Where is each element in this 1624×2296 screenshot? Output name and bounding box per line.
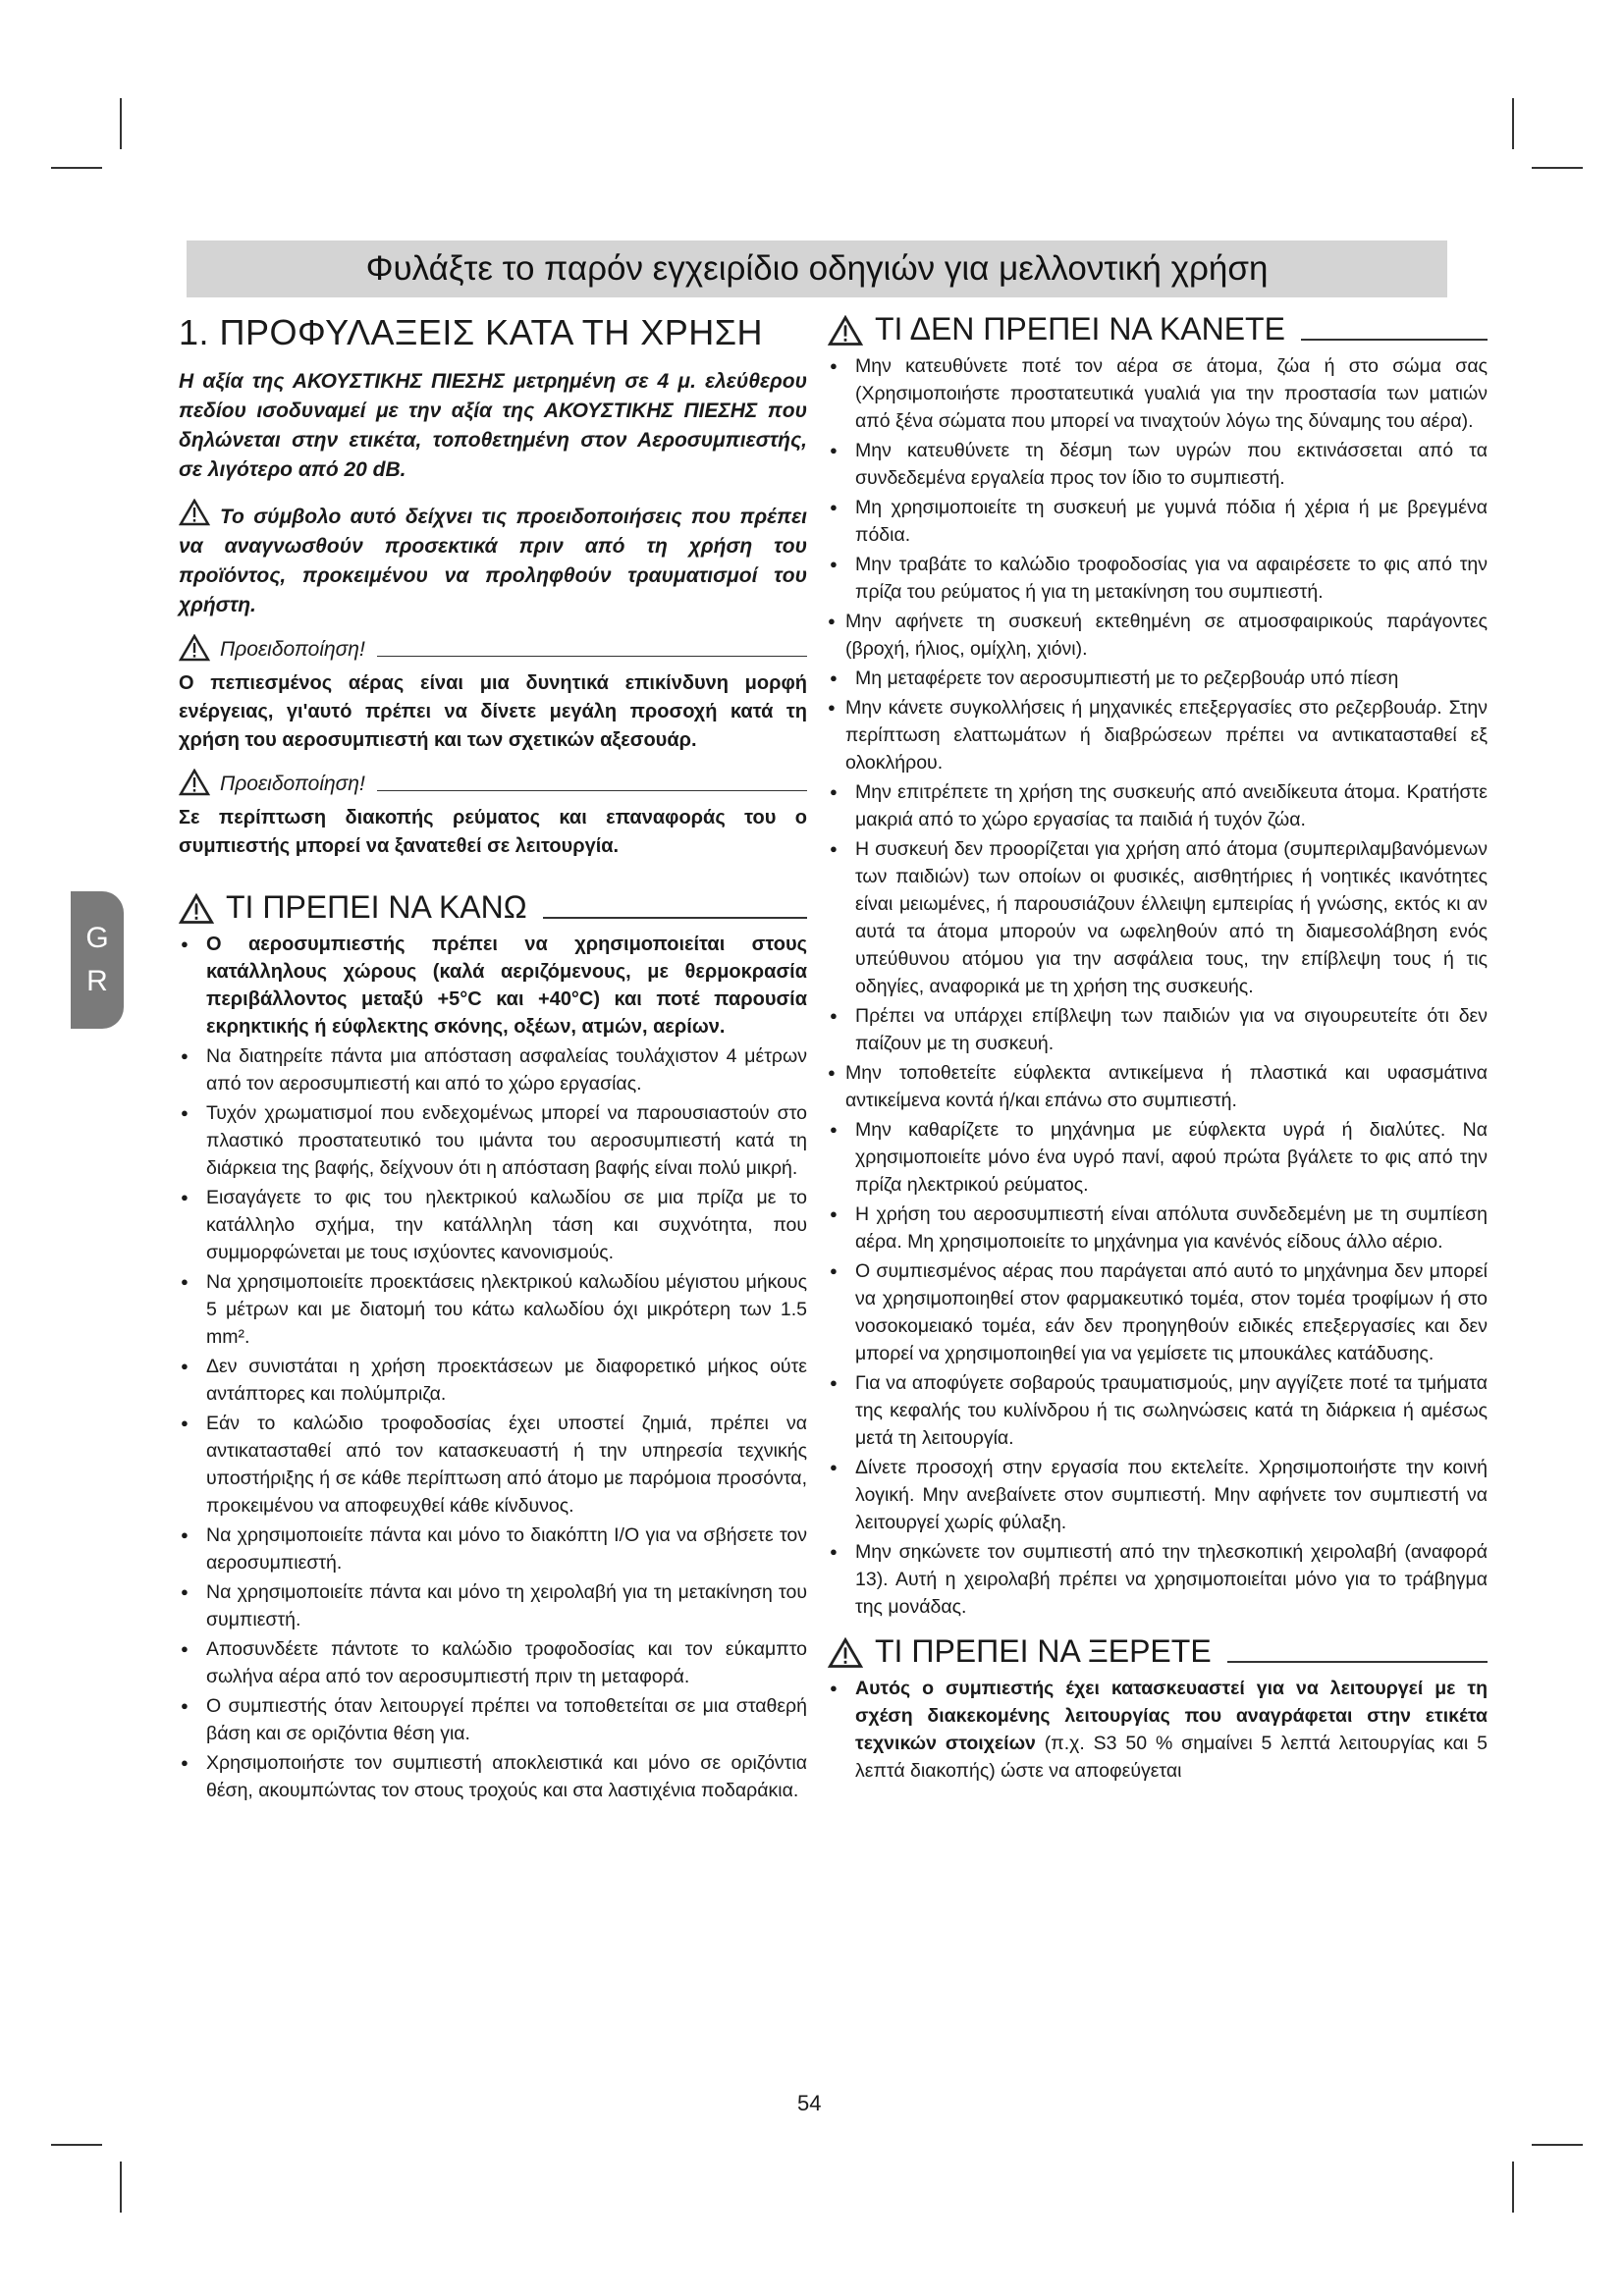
dont-title: ΤΙ ΔΕΝ ΠΡΕΠΕΙ ΝΑ ΚΑΝΕΤΕ [875, 311, 1285, 347]
list-item: ● Μην κατευθύνετε τη δέσμη των υγρών που εκτινάσσεται από τα συνδεδεμένα εργαλεία προς τον ίδιο το συμπιεστή. [828, 437, 1488, 492]
list-item: ● Δίνετε προσοχή στην εργασία που εκτελείτε. Χρησιμοποιήστε την κοινή λογική. Μην ανεβαίνετε στον συμπιεστή. Μην αφήνετε τον συμπιεστή να λειτουργεί χωρίς φύλαξη. [828, 1454, 1488, 1536]
warning-triangle-icon [179, 893, 214, 925]
left-column [179, 312, 807, 1814]
crop-mark [120, 98, 122, 149]
warning-label: Προειδοποίηση! [220, 773, 365, 795]
page-number: 54 [797, 2091, 822, 2115]
list-item: ● Να χρησιμοποιείτε πάντα και μόνο το διακόπτη I/O για να σβήσετε τον αεροσυμπιεστή. [179, 1522, 807, 1576]
crop-mark [51, 2144, 102, 2146]
page-banner: Φυλάξτε το παρόν εγχειρίδιο οδηγιών για μελλοντική χρήση [187, 240, 1447, 297]
list-item: ● Ο συμπιεστής όταν λειτουργεί πρέπει να τοποθετείται σε μια σταθερή βάση και σε οριζόντια θέση για. [179, 1692, 807, 1747]
warning-heading [179, 769, 807, 796]
list-item: ● Μην τοποθετείτε εύφλεκτα αντικείμενα ή πλαστικά και υφασμάτινα αντικείμενα κοντά ή/και επάνω στο συμπιεστή. [828, 1059, 1488, 1114]
warning-triangle-icon [179, 499, 210, 526]
list-item [828, 1675, 1488, 1785]
list-item: ● Χρησιμοποιήστε τον συμπιεστή αποκλειστικά και μόνο σε οριζόντια θέση, ακουμπώντας τον στους τροχούς και στα λαστιχένια ποδαράκια. [179, 1749, 807, 1804]
language-tab [71, 891, 124, 1029]
crop-mark [1512, 98, 1514, 149]
list-item: ● Η συσκευή δεν προορίζεται για χρήση από άτομα (συμπεριλαμβανόμενων των παιδιών) των οποίων οι φυσικές, αισθητήριες ή νοητικές ικανότητες είναι μειωμένες, ή παρουσιάζουν έλλειψη εμπειρίας ή γνώσης, εκτός κι αν αυτά τα άτομα μπορούν να ωφεληθούν από τη διαμεσολάβηση ενός υπεύθυνου ατόμου για την ασφάλεια τους, την επίβλεψη τους ή τις οδηγίες, αναφορικά με τη χρήση της συσκευής. [828, 835, 1488, 1000]
list-item: ● Για να αποφύγετε σοβαρούς τραυματισμούς, μην αγγίζετε ποτέ τα τμήματα της κεφαλής του κυλίνδρου ή τις σωληνώσεις κατά τη διάρκεια ή αμέσως μετά τη λειτουργία. [828, 1369, 1488, 1452]
symbol-note [179, 499, 807, 620]
list-item: ● Ο συμπιεσμένος αέρας που παράγεται από αυτό το μηχάνημα δεν μπορεί να χρησιμοποιηθεί στον φαρμακευτικό τομέα, στον τομέα τροφίμων ή στο νοσοκομειακό τομέα, εάν δεν προηγηθούν ειδικές επεξεργασίες και δεν μπορεί να χρησιμοποιηθεί για να γεμίσετε τις μπουκάλες κατάδυσης. [828, 1257, 1488, 1367]
list-item: ● Μην αφήνετε τη συσκευή εκτεθημένη σε ατμοσφαιρικούς παράγοντες (βροχή, ήλιος, ομίχλη, χιόνι). [828, 608, 1488, 663]
know-regular-text: (π.χ. S3 50 % σημαίνει 5 λεπτά λειτουργίας και 5 λεπτά διακοπής) ώστε να αποφεύγεται [855, 1733, 1488, 1783]
symbol-note-text: Το σύμβολο αυτό δείχνει τις προειδοποιήσεις που πρέπει να αναγνωσθούν προσεκτικά πριν από τη χρήση του προϊόντος, προκειμένου να προληφθούν τραυματισμοί του χρήστη. [179, 506, 807, 616]
heading-rule [1227, 1661, 1488, 1663]
heading-rule [1301, 339, 1488, 341]
list-item: ● Μην κατευθύνετε ποτέ τον αέρα σε άτομα, ζώα ή στο σώμα σας (Χρησιμοποιήστε προστατευτικά γυαλιά για την προστασία των ματιών από ξένα σώματα που μπορεί να τιναχτούν λόγω της δύναμης του αέρα). [828, 352, 1488, 435]
warning-heading [179, 634, 807, 662]
acoustic-pressure-note: Η αξία της ΑΚΟΥΣΤΙΚΗΣ ΠΙΕΣΗΣ μετρημένη σε 4 μ. ελεύθερου πεδίου ισοδυναμεί με την αξία της ΑΚΟΥΣΤΙΚΗΣ ΠΙΕΣΗΣ που δηλώνεται στην ετικέτα, τοποθετημένη στον Αεροσυμπιεστής, σε λιγότερο από 20 dB. [179, 370, 807, 481]
list-item: ● Μην επιτρέπετε τη χρήση της συσκευής από ανειδίκευτα άτομα. Κρατήστε μακριά από το χώρο εργασίας τα παιδιά ή τυχόν ζώα. [828, 778, 1488, 833]
list-item: ● Μην τραβάτε το καλώδιο τροφοδοσίας για να αφαιρέσετε το φις από την πρίζα του ρεύματος ή για τη μετακίνηση του συμπιεστή. [828, 551, 1488, 606]
crop-mark [1532, 167, 1583, 169]
todo-heading [179, 890, 807, 925]
list-item: ● Δεν συνιστάται η χρήση προεκτάσεων με διαφορετικό μήκος ούτε αντάπτορες και πολύμπριζα. [179, 1353, 807, 1408]
list-item: ● Μην καθαρίζετε το μηχάνημα με εύφλεκτα υγρά ή διαλύτες. Να χρησιμοποιείτε μόνο ένα υγρό πανί, αφού πρώτα βγάλετε το φις από την πρίζα ηλεκτρικού ρεύματος. [828, 1116, 1488, 1199]
list-item: ● Μην σηκώνετε τον συμπιεστή από την τηλεσκοπική χειρολαβή (αναφορά 13). Αυτή η χειρολαβή πρέπει να χρησιμοποιείται μόνο για το τράβηγμα της μονάδας. [828, 1538, 1488, 1621]
section-title: 1. ΠΡΟΦΥΛΑΞΕΙΣ ΚΑΤΑ ΤΗ ΧΡΗΣΗ [179, 312, 763, 352]
crop-mark [1512, 2162, 1514, 2213]
list-item: ● Ο αεροσυμπιεστής πρέπει να χρησιμοποιείται στους κατάλληλους χώρους (καλά αεριζόμενους, με θερμοκρασία περιβάλλοντος μεταξύ +5°C και +40°C) και ποτέ παρουσία εκρηκτικής ή εύφλεκτης σκόνης, οξέων, ατμών, αερίων. [179, 931, 807, 1041]
list-item: ● Μην κάνετε συγκολλήσεις ή μηχανικές επεξεργασίες στο ρεζερβουάρ. Στην περίπτωση ελαττωμάτων ή διαβρώσεων πρέπει να αντικατασταθεί εξ ολοκλήρου. [828, 694, 1488, 776]
know-heading [828, 1634, 1488, 1669]
know-title: ΤΙ ΠΡΕΠΕΙ ΝΑ ΞΕΡΕΤΕ [875, 1633, 1212, 1670]
list-item: ● Να χρησιμοποιείτε πάντα και μόνο τη χειρολαβή για τη μετακίνηση του συμπιεστή. [179, 1578, 807, 1633]
list-item: ● Να χρησιμοποιείτε προεκτάσεις ηλεκτρικού καλωδίου μέγιστου μήκους 5 μέτρων και με διατομή του κάτω καλωδίου όχι μικρότερη των 1.5 mm². [179, 1268, 807, 1351]
list-item: ● Εισαγάγετε το φις του ηλεκτρικού καλωδίου σε μια πρίζα με το κατάλληλο σχήμα, την κατάλληλη τάση και συχνότητα, που συμμορφώνεται με τους ισχύοντες κανονισμούς. [179, 1184, 807, 1266]
know-bold-text: Αυτός ο συμπιεστής έχει κατασκευαστεί για να λειτουργεί με τη σχέση διακεκομένης λειτουργίας που αναγράφεται στην ετικέτα τεχνικών στοιχείων [855, 1678, 1488, 1755]
list-item: ● Να διατηρείτε πάντα μια απόσταση ασφαλείας τουλάχιστον 4 μέτρων από τον αεροσυμπιεστή και από το χώρο εργασίας. [179, 1042, 807, 1097]
crop-mark [1532, 2144, 1583, 2146]
language-tab-letter: R [86, 965, 108, 997]
dont-list [828, 352, 1488, 1621]
warning-triangle-icon [179, 634, 210, 662]
warning-label: Προειδοποίηση! [220, 638, 365, 661]
heading-rule [377, 790, 807, 791]
right-column [828, 312, 1488, 1794]
todo-list [179, 931, 807, 1804]
list-item: ● Αποσυνδέετε πάντοτε το καλώδιο τροφοδοσίας και τον εύκαμπτο σωλήνα αέρα από τον αεροσυμπιεστή πριν τη μεταφορά. [179, 1635, 807, 1690]
heading-rule [377, 656, 807, 657]
list-item: ● Μη χρησιμοποιείτε τη συσκευή με γυμνά πόδια ή χέρια ή με βρεγμένα πόδια. [828, 494, 1488, 549]
list-item: ● Η χρήση του αεροσυμπιεστή είναι απόλυτα συνδεδεμένη με τη συμπίεση αέρα. Μη χρησιμοποιείτε το μηχάνημα για κανένός είδους άλλο αέριο. [828, 1201, 1488, 1255]
todo-title: ΤΙ ΠΡΕΠΕΙ ΝΑ ΚΑΝΩ [226, 889, 527, 925]
crop-mark [120, 2162, 122, 2213]
warning-triangle-icon [828, 1637, 863, 1669]
crop-mark [51, 167, 102, 169]
language-tab-letter: G [85, 922, 109, 954]
warning-triangle-icon [179, 769, 210, 796]
heading-rule [543, 917, 807, 919]
know-list [828, 1675, 1488, 1785]
warning-text: Σε περίπτωση διακοπής ρεύματος και επαναφοράς του ο συμπιεστής μπορεί να ξανατεθεί σε λειτουργία. [179, 807, 807, 857]
list-item: ● Πρέπει να υπάρχει επίβλεψη των παιδιών για να σιγουρευτείτε ότι δεν παίζουν με τη συσκευή. [828, 1002, 1488, 1057]
warning-triangle-icon [828, 315, 863, 347]
warning-text: Ο πεπιεσμένος αέρας είναι μια δυνητικά επικίνδυνη μορφή ενέργειας, γι'αυτό πρέπει να δίνετε μεγάλη προσοχή κατά τη χρήση του αεροσυμπιεστή και των σχετικών αξεσουάρ. [179, 672, 807, 751]
list-item: ● Εάν το καλώδιο τροφοδοσίας έχει υποστεί ζημιά, πρέπει να αντικατασταθεί από τον κατασκευαστή ή την υπηρεσία τεχνικής υποστήριξης ή σε κάθε περίπτωση από άτομο με παρόμοια προσόντα, προκειμένου να αποφευχθεί κάθε κίνδυνος. [179, 1410, 807, 1520]
dont-heading [828, 312, 1488, 347]
list-item: ● Μη μεταφέρετε τον αεροσυμπιεστή με το ρεζερβουάρ υπό πίεση [828, 665, 1488, 692]
list-item: ● Τυχόν χρωματισμοί που ενδεχομένως μπορεί να παρουσιαστούν στο πλαστικό προστατευτικό του ιμάντα του αεροσυμπιεστή κατά τη διάρκεια της βαφής, δείχνουν ότι η απόσταση βαφής είναι πολύ μικρή. [179, 1099, 807, 1182]
